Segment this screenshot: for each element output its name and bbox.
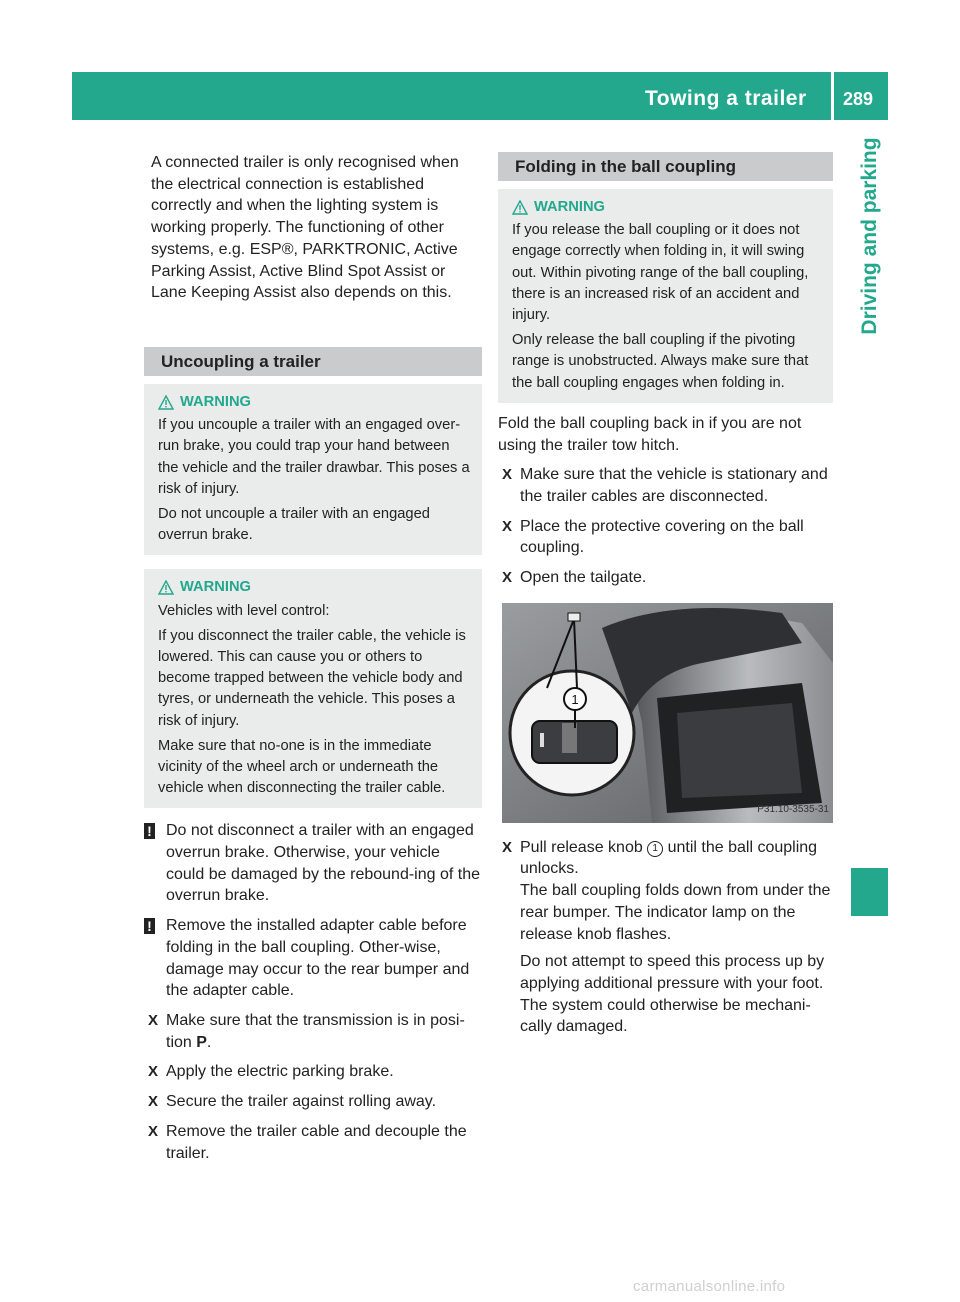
- footer-watermark: carmanualsonline.info: [633, 1278, 786, 1295]
- warning-text: Vehicles with level control:: [158, 602, 330, 619]
- exclamation-icon: !: [144, 823, 155, 839]
- step-arrow-icon: X: [148, 1093, 159, 1111]
- step-text-end: .: [206, 1033, 212, 1051]
- warning-label: WARNING: [534, 199, 605, 215]
- chapter-tab: [851, 120, 888, 352]
- fold-intro: Fold the ball coupling back in if you are not using the trailer tow hitch.: [498, 414, 802, 454]
- step-text: Make sure that the transmission is in posi-tion: [166, 1012, 465, 1051]
- step-text: Make sure that the vehicle is stationary and the trailer cables are disconnected.: [520, 466, 828, 505]
- step-text: Secure the trailer against rolling away.: [166, 1093, 437, 1111]
- warning-text: If you disconnect the trailer cable, the vehicle is lowered. This can cause you or others to become trapped between the vehicle body and tyres, or underneath the vehicle. This poses a risk of injury.: [158, 627, 466, 729]
- section-heading-folding: Folding in the ball coupling: [498, 152, 833, 181]
- warning-text: If you release the ball coupling or it does not engage correctly when folding in, it will swing out. Within pivoting range of the ball coupling, there is an increased risk of an accident and injury.: [512, 222, 809, 324]
- note-text: Do not disconnect a trailer with an engaged overrun brake. Otherwise, your vehicle could be damaged by the rebound-ing of the overrun brake.: [166, 822, 481, 905]
- warning-text: Make sure that no-one is in the immediate vicinity of the wheel arch or underneath the vehicle when disconnecting the trailer cable.: [158, 737, 446, 797]
- step-text: Remove the trailer cable and decouple the trailer.: [166, 1122, 467, 1162]
- chapter-marker: [851, 868, 888, 916]
- instruction-step: [498, 516, 833, 559]
- step-result: The ball coupling folds down from under the rear bumper. The indicator lamp on the release knob flashes.: [520, 882, 831, 943]
- warning-box: [144, 569, 482, 808]
- note-item: [144, 915, 482, 1002]
- left-column: [144, 152, 482, 1164]
- gear-position: P: [196, 1033, 207, 1051]
- instruction-step: [144, 1121, 482, 1164]
- step-arrow-icon: X: [148, 1122, 159, 1140]
- warning-heading: [158, 392, 472, 413]
- section-title: Towing a trailer: [645, 87, 807, 110]
- warning-text: Do not uncouple a trailer with an engaged overrun brake.: [158, 505, 430, 544]
- tailgate-illustration: [502, 603, 833, 823]
- step-text: Place the protective covering on the ball coupling.: [520, 517, 804, 557]
- warning-text: If you uncouple a trailer with an engaged over-run brake, you could trap your hand between the vehicle and the trailer drawbar. This poses a risk of injury.: [158, 417, 470, 497]
- instruction-step: [144, 1091, 482, 1113]
- step-arrow-icon: X: [148, 1012, 159, 1029]
- instruction-step: [498, 567, 833, 589]
- step-text: until the ball coupling unlocks.: [520, 838, 818, 878]
- step-arrow-icon: X: [502, 569, 513, 587]
- note-text: Remove the installed adapter cable before folding in the ball coupling. Other-wise, damage may occur to the rear bumper and the adapter cable.: [166, 917, 470, 1000]
- section-heading-uncoupling: Uncoupling a trailer: [144, 347, 482, 376]
- header-divider: [831, 72, 834, 120]
- figure-callout: 1: [571, 691, 579, 707]
- warning-text: Only release the ball coupling if the pivoting range is unobstructed. Always make sure that the ball coupling engages when folding in.: [512, 332, 809, 391]
- step-arrow-icon: X: [502, 466, 513, 484]
- step-arrow-icon: X: [502, 838, 513, 856]
- page-number: 289: [843, 89, 874, 109]
- warning-triangle-icon: [512, 200, 528, 215]
- instruction-step: [144, 1061, 482, 1083]
- callout-symbol: 1: [647, 841, 663, 857]
- step-note: Do not attempt to speed this process up by applying additional pressure with your foot. The system could otherwise be mechani-cally damaged.: [520, 953, 825, 1036]
- warning-heading: [158, 577, 472, 598]
- intro-paragraph: A connected trailer is only recognised when the electrical connection is established correctly and when the lighting system is working properly. The functioning of other systems, e.g. ESP®, PARKTRONIC, Active Parking Assist, Active Blind Spot Assist or Lane Keeping Assist also depends on this.: [151, 154, 459, 302]
- warning-triangle-icon: [158, 395, 174, 410]
- step-text: Open the tailgate.: [520, 569, 647, 587]
- step-arrow-icon: X: [148, 1063, 159, 1081]
- instruction-step: [498, 837, 833, 1038]
- warning-box: [498, 189, 833, 403]
- warning-heading: [512, 197, 823, 218]
- tailgate-figure: [502, 603, 833, 823]
- instruction-step: [144, 1010, 482, 1053]
- step-arrow-icon: X: [502, 517, 513, 535]
- chapter-tab-label: Driving and parking: [857, 137, 881, 335]
- right-column: [498, 152, 833, 1038]
- step-text: Apply the electric parking brake.: [166, 1063, 394, 1081]
- step-text: Pull release knob: [520, 838, 648, 856]
- warning-box: [144, 384, 482, 555]
- instruction-step: [498, 464, 833, 507]
- warning-label: WARNING: [180, 393, 251, 410]
- exclamation-icon: !: [144, 918, 155, 934]
- note-item: [144, 820, 482, 907]
- figure-id: P31.10-3535-31: [757, 804, 829, 816]
- warning-triangle-icon: [158, 580, 174, 595]
- warning-label: WARNING: [180, 579, 251, 596]
